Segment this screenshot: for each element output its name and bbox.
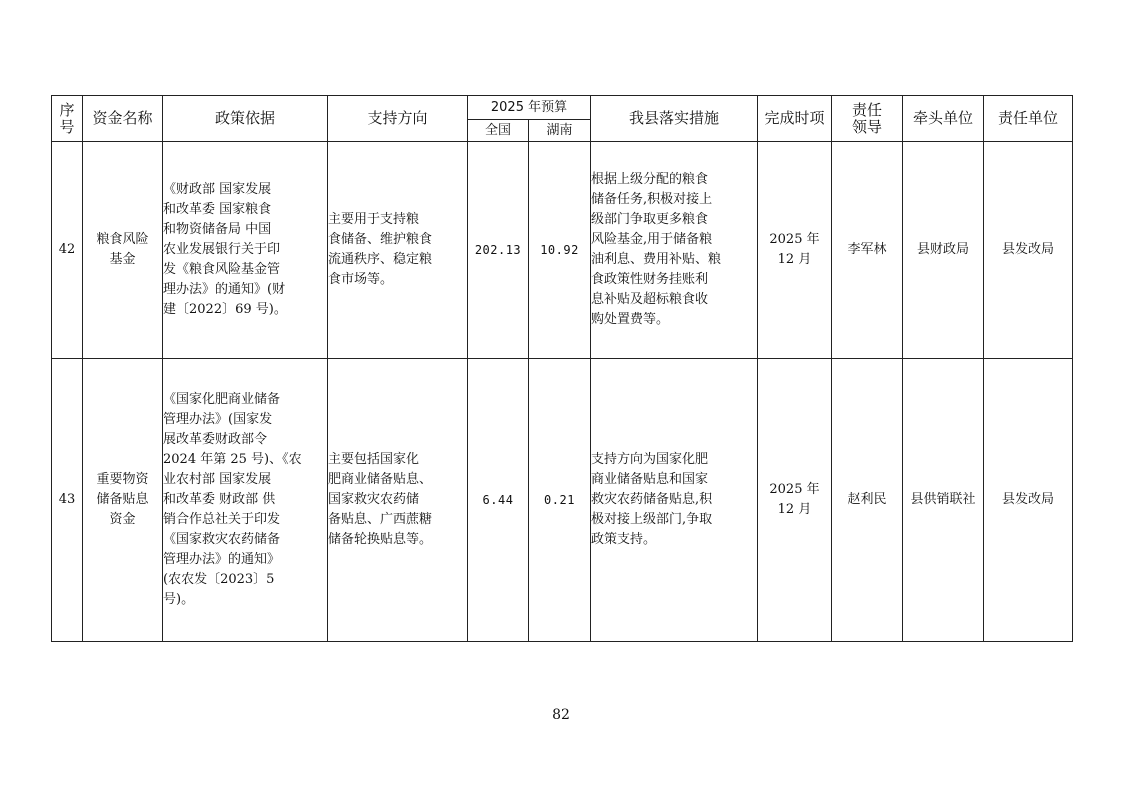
cell-lead-unit: 县供销联社: [903, 359, 984, 642]
table-row: [52, 142, 1073, 359]
cell-lead-unit: 县财政局: [903, 142, 984, 359]
cell-fund-name: 粮食风险 基金: [83, 142, 163, 359]
policy-fund-table: [51, 95, 1073, 642]
header-budget-2025: 2025 年预算: [468, 96, 591, 120]
header-fund-name: 资金名称: [83, 96, 163, 142]
cell-responsible-leader: 赵利民: [832, 359, 903, 642]
cell-responsible-unit: 县发改局: [984, 359, 1073, 642]
cell-completion-time: 2025 年 12 月: [758, 142, 832, 359]
header-completion-time: 完成时项: [758, 96, 832, 142]
header-budget-hunan: 湖南: [529, 120, 591, 142]
cell-support-direction: 主要包括国家化 肥商业储备贴息、 国家救灾农药储 备贴息、广西蔗糖 储备轮换贴息等。: [328, 359, 468, 642]
cell-policy-basis: 《国家化肥商业储备 管理办法》(国家发 展改革委财政部令 2024 年第 25 号)、《农 业农村部 国家发展 和改革委 财政部 供 销合作总社关于印发 《国家救灾农药储备 管理办法》的通知》 (农农发〔2023〕5 号)。: [163, 359, 328, 642]
cell-responsible-leader: 李军林: [832, 142, 903, 359]
header-responsible-unit: 责任单位: [984, 96, 1073, 142]
header-support-direction: 支持方向: [328, 96, 468, 142]
cell-budget-national: 202.13: [468, 142, 529, 359]
header-lead-unit: 牵头单位: [903, 96, 984, 142]
header-budget-national: 全国: [468, 120, 529, 142]
cell-measures: 支持方向为国家化肥 商业储备贴息和国家 救灾农药储备贴息,积 极对接上级部门,争取 政策支持。: [591, 359, 758, 642]
table-row: [52, 359, 1073, 642]
cell-budget-hunan: 0.21: [529, 359, 591, 642]
cell-budget-national: 6.44: [468, 359, 529, 642]
header-measures: 我县落实措施: [591, 96, 758, 142]
cell-budget-hunan: 10.92: [529, 142, 591, 359]
cell-support-direction: 主要用于支持粮 食储备、维护粮食 流通秩序、稳定粮 食市场等。: [328, 142, 468, 359]
cell-fund-name: 重要物资 储备贴息 资金: [83, 359, 163, 642]
cell-policy-basis: 《财政部 国家发展 和改革委 国家粮食 和物资储备局 中国 农业发展银行关于印 发《粮食风险基金管 理办法》的通知》(财 建〔2022〕69 号)。: [163, 142, 328, 359]
cell-completion-time: 2025 年 12 月: [758, 359, 832, 642]
cell-seq: 43: [52, 359, 83, 642]
cell-responsible-unit: 县发改局: [984, 142, 1073, 359]
cell-measures: 根据上级分配的粮食 储备任务,积极对接上 级部门争取更多粮食 风险基金,用于储备粮 油利息、费用补贴、粮 食政策性财务挂账利 息补贴及超标粮食收 购处置费等。: [591, 142, 758, 359]
cell-seq: 42: [52, 142, 83, 359]
header-row-1: [52, 96, 1073, 120]
header-seq: 序 号: [52, 96, 83, 142]
header-policy-basis: 政策依据: [163, 96, 328, 142]
header-responsible-leader: 责任 领导: [832, 96, 903, 142]
page-number: 82: [552, 707, 570, 723]
